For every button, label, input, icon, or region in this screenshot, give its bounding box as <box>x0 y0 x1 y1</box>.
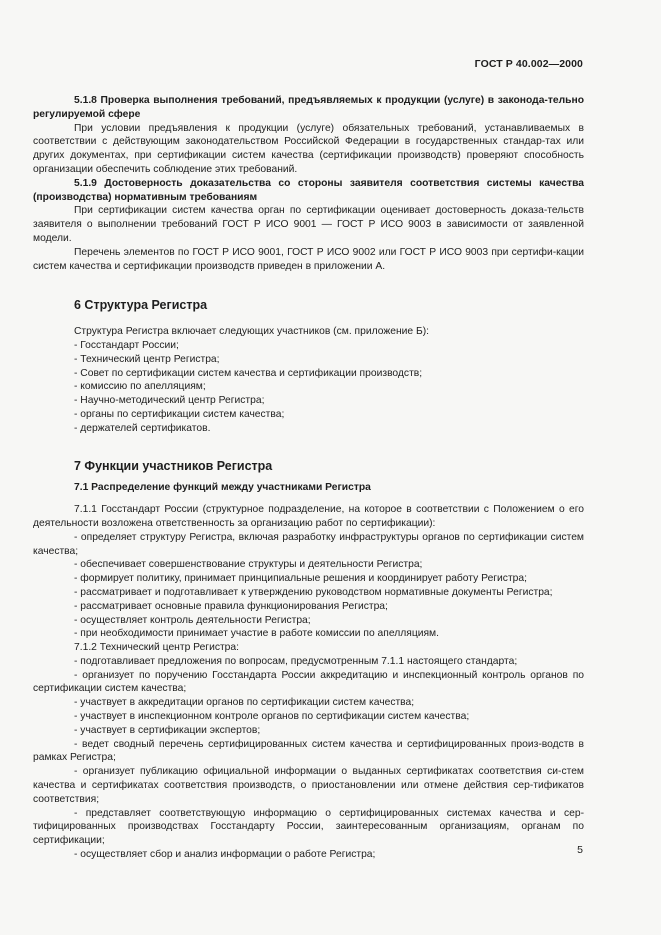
list-item: - Научно-методический центр Регистра; <box>74 395 265 407</box>
list-item: - рассматривает и подготавливает к утверждению руководством нормативные документы Регистра; <box>74 586 553 598</box>
list-item: - осуществляет сбор и анализ информации о работе Регистра; <box>74 849 376 861</box>
list-item: - ведет сводный перечень сертифицированных систем качества и сертифицированных произ-водств в рамках Регистра; <box>33 738 584 764</box>
page-number: 5 <box>577 844 583 856</box>
clause-5-1-9-text-1: При сертификации систем качества орган по сертификации оценивает достоверность доказа-тельств заявителя о выполнении требований ГОСТ Р ИСО 9001 — ГОСТ Р ИСО 9003 в зависимости от заявленной модели. <box>33 205 584 244</box>
list-item: - определяет структуру Регистра, включая разработку инфраструктуры органов по сертификации систем качества; <box>33 531 584 557</box>
section-7-heading: 7 Функции участников Регистра <box>74 458 273 473</box>
list-item: - участвует в инспекционном контроле органов по сертификации систем качества; <box>74 711 470 723</box>
list-item: - Совет по сертификации систем качества и сертификации производств; <box>74 367 423 379</box>
list-item: - представляет соответствующую информацию о сертифицированных системах качества и сер-тифицированных производствах Госстандарту России, заинтересованным организациям, органам по сертификации; <box>33 807 584 847</box>
document-code-header: ГОСТ Р 40.002—2000 <box>474 58 583 70</box>
list-item: - рассматривает основные правила функционирования Регистра; <box>74 600 388 612</box>
list-item: - держателей сертификатов. <box>74 422 211 434</box>
list-item: - осуществляет контроль деятельности Регистра; <box>74 614 311 626</box>
section-6-intro: Структура Регистра включает следующих участников (см. приложение Б): <box>74 326 430 338</box>
list-item: - при необходимости принимает участие в работе комиссии по апелляциям. <box>74 628 439 640</box>
section-6-heading: 6 Структура Регистра <box>74 298 208 313</box>
section-6-list <box>33 325 584 435</box>
page-content <box>33 94 584 862</box>
list-item: - подготавливает предложения по вопросам, предусмотренным 7.1.1 настоящего стандарта; <box>74 655 518 667</box>
list-item: - организует по поручению Госстандарта России аккредитацию и инспекционный контроль органов по сертификации систем качества; <box>33 669 584 695</box>
list-item: - формирует политику, принимает принципиальные решения и координирует работу Регистра; <box>74 573 527 585</box>
list-item: - обеспечивает совершенствование структуры и деятельности Регистра; <box>74 559 423 571</box>
list-item: - участвует в аккредитации органов по сертификации систем качества; <box>74 697 415 709</box>
list-item: - комиссию по апелляциям; <box>74 381 206 393</box>
clause-5-1-8-text: При условии предъявления к продукции (услуге) обязательных требований, устанавливаемых в соответствии с действующим законодательством Российской Федерации в государственных стандар-тах или других документах, при сертификации систем качества (сертификации производств) проверяют способность организации обеспечить соблюдение этих требований. <box>33 122 584 175</box>
list-item: - Госстандарт России; <box>74 339 179 351</box>
list-item: - органы по сертификации систем качества; <box>74 408 285 420</box>
list-item: - Технический центр Регистра; <box>74 353 220 365</box>
clause-5-1-8-title: 5.1.8 Проверка выполнения требований, предъявляемых к продукции (услуге) в законода-тельно регулируемой сфере <box>33 95 584 120</box>
clause-7-1-1-text: 7.1.1 Госстандарт России (структурное подразделение, на которое в соответствии с Положением о его деятельности возложена ответственность за организацию работ по сертификации): <box>33 504 584 529</box>
section-7-1-heading: 7.1 Распределение функций между участниками Регистра <box>74 482 371 494</box>
section-7-1-1-list <box>33 503 584 862</box>
clause-7-1-2-text: 7.1.2 Технический центр Регистра: <box>74 642 239 654</box>
list-item: - организует публикацию официальной информации о выданных сертификатах соответствия си-стем качества и сертификатах соответствия производств, о приостановлении или отмене действия сер-тификатов соответствия; <box>33 766 584 805</box>
list-item: - участвует в сертификации экспертов; <box>74 724 261 736</box>
clause-5-1-9-title: 5.1.9 Достоверность доказательства со стороны заявителя соответствия системы качества (производства) нормативным требованиям <box>33 177 584 203</box>
clause-5-1-9-text-2: Перечень элементов по ГОСТ Р ИСО 9001, ГОСТ Р ИСО 9002 или ГОСТ Р ИСО 9003 при сертифи-кации систем качества и сертификации производств приведен в приложении А. <box>33 246 584 272</box>
